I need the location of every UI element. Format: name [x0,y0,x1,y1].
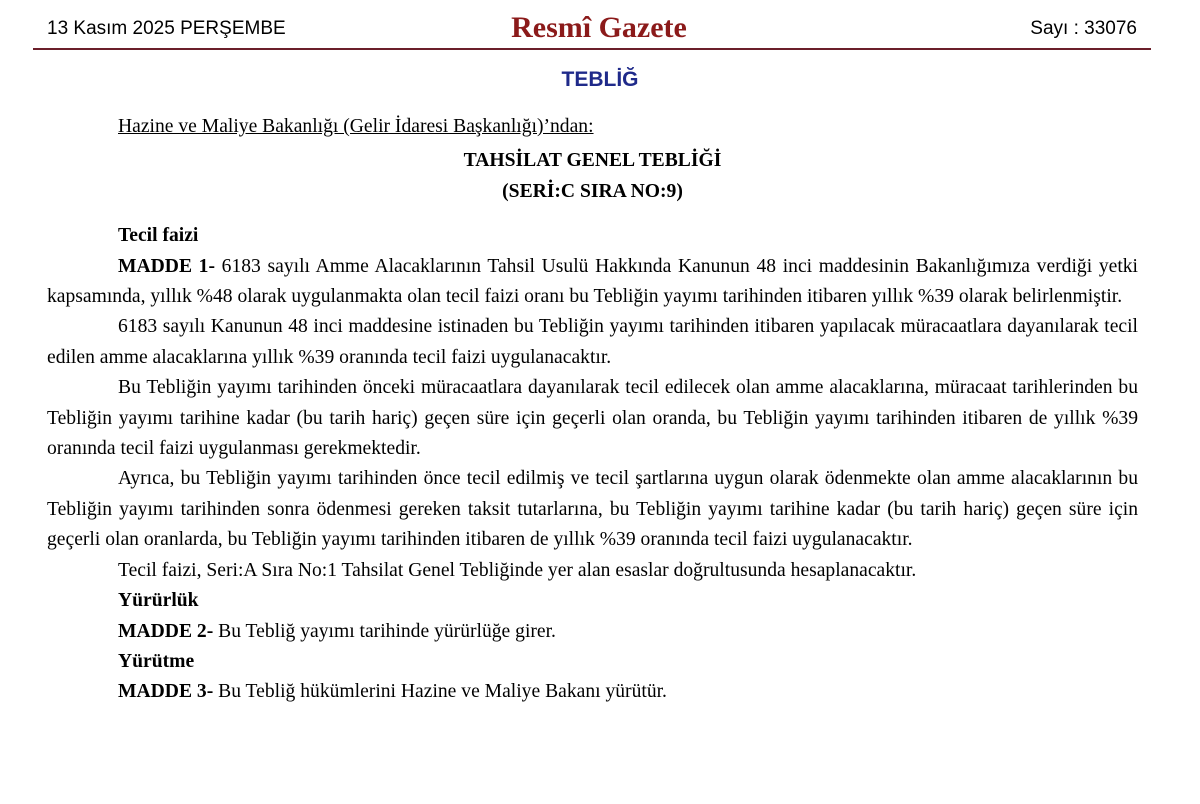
issuer-line: Hazine ve Maliye Bakanlığı (Gelir İdaresi Başkanlığı)’ndan: [118,116,594,137]
article-3-label: MADDE 3- [118,681,214,703]
document-series: (SERİ:C SIRA NO:9) [502,180,683,202]
heading-yururluk: Yürürlük [118,590,199,612]
article-2-label: MADDE 2- [118,620,214,642]
publication-date: 13 Kasım 2025 PERŞEMBE [47,18,286,39]
article-3-text: Bu Tebliğ hükümlerini Hazine ve Maliye Bakanı yürütür. [213,681,667,703]
document-title: TAHSİLAT GENEL TEBLİĞİ [463,150,722,172]
heading-tecil-faizi: Tecil faizi [118,225,199,247]
section-title: TEBLİĞ [561,68,639,91]
masthead [47,12,1151,48]
spacer [47,207,1138,221]
paragraph-2: 6183 sayılı Kanunun 48 inci maddesine istinaden bu Tebliğin yayımı tarihinden itibaren yapılacak müracaatlara dayanılarak tecil edilen amme alacaklarına yıllık %39 oranında tecil faizi uygulanacaktır. [47,316,1138,368]
document-body [47,112,1138,708]
article-2-text: Bu Tebliğ yayımı tarihinde yürürlüğe girer. [213,620,556,642]
heading-yurutme: Yürütme [118,650,195,672]
article-1-text: 6183 sayılı Amme Alacaklarının Tahsil Usulü Hakkında Kanunun 48 inci maddesinin Bakanlığımıza verdiği yetki kapsamında, yıllık %48 olarak uygulanmakta olan tecil faizi oranı bu Tebliğin yayımı tarihinden itibaren yıllık %39 olarak belirlenmiştir. [47,255,1139,308]
issue-number: Sayı : 33076 [1030,18,1137,39]
paragraph-3: Bu Tebliğin yayımı tarihinden önceki müracaatlara dayanılarak tecil edilecek olan amme alacaklarına, müracaat tarihlerinden bu Tebliğin yayımı tarihine kadar (bu tarih hariç) geçen süre için geçerli olan oranda, bu Tebliğin yayımı tarihinden itibaren de yıllık %39 oranında tecil faizi uygulanması gerekmektedir. [47,377,1138,460]
article-1-label: MADDE 1- [118,255,215,277]
paragraph-4: Ayrıca, bu Tebliğin yayımı tarihinden önce tecil edilmiş ve tecil şartlarına uygun olarak ödenmekte olan amme alacaklarının bu Tebliğin yayımı tarihinden sonra ödenmesi gereken taksit tutarlarına, bu Tebliğin yayımı tarihine kadar (bu tarih hariç) geçen süre için geçerli olan oranlarda, bu Tebliğin yayımı tarihinden itibaren de yıllık %39 oranında tecil faizi uygulanacaktır. [47,468,1138,551]
article-2 [47,617,1138,647]
article-1 [47,252,1138,313]
article-3 [47,677,1138,707]
header-divider [33,48,1151,50]
paragraph-5: Tecil faizi, Seri:A Sıra No:1 Tahsilat Genel Tebliğinde yer alan esaslar doğrultusunda hesaplanacaktır. [118,559,917,581]
gazette-title: Resmî Gazete [511,11,687,44]
